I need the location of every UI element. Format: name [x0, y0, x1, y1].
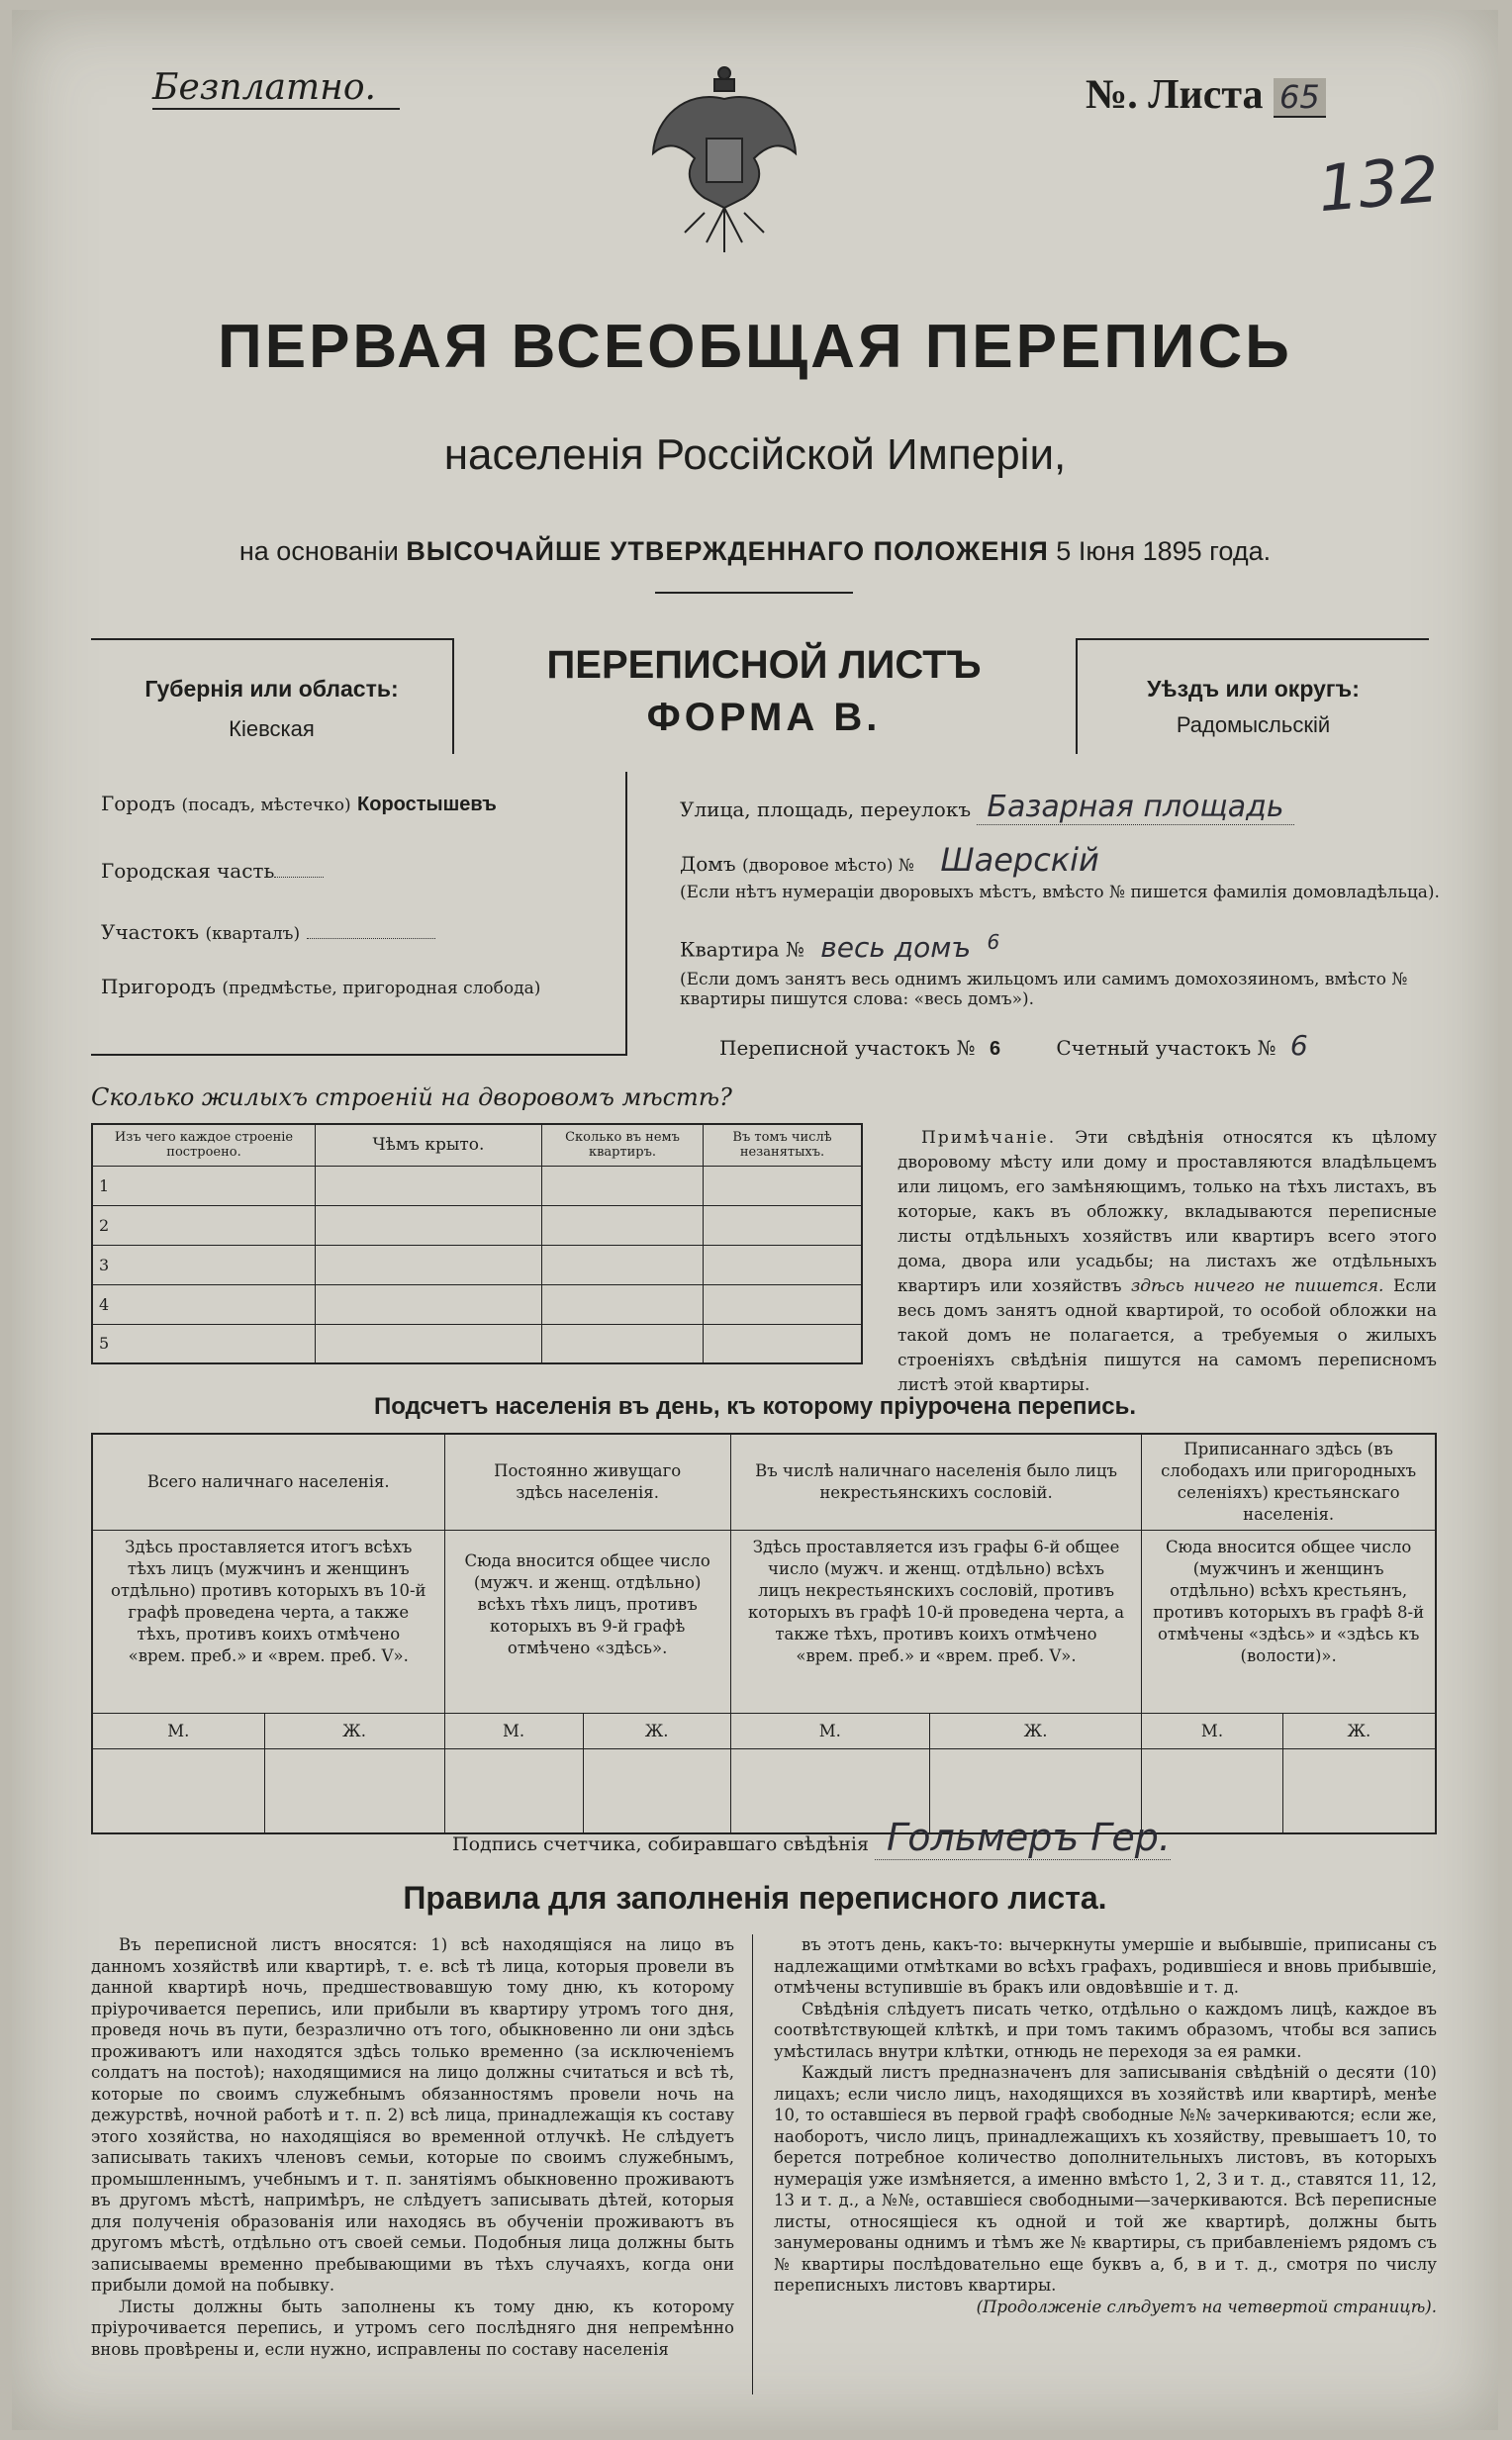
buildings-table: Изъ чего каждое строеніе построено. Чѣмъ крыто. Сколько въ немъ квартиръ. Въ томъ числѣ незанятыхъ. 1 2 3 4 5	[91, 1123, 863, 1364]
street-value: Базарная площадь	[977, 790, 1293, 825]
sheet-number	[1086, 71, 1326, 119]
uezd-value: Радомысльскій	[1176, 712, 1331, 737]
divider	[655, 592, 853, 594]
column-divider	[752, 1934, 753, 2394]
note-block: Примѣчаніе. Эти свѣдѣнія относятся къ цѣлому дворовому мѣсту или дому и проставляются владѣльцемъ или лицомъ, его замѣняющимъ, только на тѣхъ листахъ, въ которые, какъ въ обложку, вкладываются переписные листы отдѣльныхъ хозяйствъ или квартиръ всего этого дома, двора или усадьбы; на листахъ же отдѣльныхъ квартиръ или хозяйствъ здѣсь ничего не пишется. Если весь домъ занятъ одной квартирой, то особой обложки на такой домъ не полагается, а требуемыя о жилыхъ строеніяхъ свѣдѣнія пишутся на самомъ переписномъ листѣ этой квартиры.	[898, 1128, 1438, 1395]
count-table: Всего наличнаго населенія. Постоянно живущаго здѣсь населенія. Въ числѣ наличнаго населенія было лицъ некрестьянскихъ сословій. Приписаннаго здѣсь (въ слободахъ или пригородныхъ селеніяхъ) крестьянскаго населенія. Здѣсь проставляется итогъ всѣхъ тѣхъ лицъ (мужчинъ и женщинъ отдѣльно) противъ которыхъ въ 10-й графѣ проведена черта, а также тѣхъ, противъ коихъ отмѣчено «врем. преб.» и «врем. преб. V». Сюда вносится общее число (мужч. и женщ. отдѣльно) всѣхъ тѣхъ лицъ, противъ которыхъ въ 9-й графѣ отмѣчено «здѣсь». Здѣсь проставляется изъ графы 6-й общее число (мужч. и женщ. отдѣльно) всѣхъ лицъ некрестьянскихъ сословій, противъ которыхъ въ графѣ 10-й проведена черта, а также тѣхъ, противъ коихъ отмѣчено «врем. преб.» и «врем. преб. V». Сюда вносится общее число (мужчинъ и женщинъ отдѣльно) всѣхъ крестьянъ, противъ которыхъ въ графѣ 8-й отмѣчены «здѣсь» и «здѣсь къ (волости)». М. Ж. М. Ж. М. Ж. М. Ж.	[91, 1433, 1437, 1834]
sheet-number-value: 65	[1274, 78, 1326, 118]
uezd-box	[1076, 638, 1429, 754]
signature-line: Подпись счетчика, собиравшаго свѣдѣнія Гольмеръ Гер.	[452, 1816, 1171, 1859]
signature-value: Гольмеръ Гер.	[875, 1816, 1171, 1860]
census-basis: на основаніи ВЫСОЧАЙШЕ УТВЕРЖДЕННАГО ПОЛОЖЕНІЯ 5 Іюня 1895 года.	[238, 536, 1272, 566]
buildings-question: Сколько жилыхъ строеній на дворовомъ мѣстѣ?	[91, 1083, 732, 1111]
sheet-number-label: №. Листа	[1086, 72, 1264, 118]
address-right: Улица, площадь, переулокъ Базарная площадь Домъ (дворовое мѣсто) № Шаерскій (Если нѣтъ нумераціи дворовыхъ мѣстъ, вмѣсто № пишется фамилія домовладѣльца). Квартира № весь домъ $^6$ (Если домъ занятъ весь однимъ жильцомъ или самимъ домохозяиномъ, вмѣсто № квартиры пишутся слова: «весь домъ»). Переписной участокъ № 6 Счетный участокъ № 6	[680, 790, 1440, 1062]
count-area-value: 6	[1289, 1029, 1308, 1062]
census-subtitle: населенія Россійской Имперіи,	[443, 430, 1067, 479]
gubernia-label: Губернія или область:	[144, 676, 399, 702]
census-title: ПЕРВАЯ ВСЕОБЩАЯ ПЕРЕПИСЬ	[218, 313, 1292, 381]
emblem-icon	[645, 59, 803, 267]
rules-left-column: Въ переписной листъ вносятся: 1) всѣ находящіяся на лицо въ данномъ хозяйствѣ или квартирѣ, т. е. всѣ тѣ лица, которыя провели въ данной квартирѣ ночь, предшествовавшую тому дню, къ которому пріурочивается перепись, или прибыли въ квартиру утромъ того дня, проведя ночь въ пути, безразлично отъ того, обыкновенно ли они здѣсь проживаютъ или находятся здѣсь только временно (за исключеніемъ солдатъ на постоѣ); находящимися на лицо должны считаться и всѣ тѣ, которые по своимъ служебнымъ обязанностямъ провели ночь на дежурствѣ, ночной работѣ и т. п. 2) всѣ лица, принадлежащія къ составу этого хозяйства, но находящіяся во временной отлучкѣ. Не слѣдуетъ записывать такихъ членовъ семьи, которые по своимъ служебнымъ, промышленнымъ, учебнымъ и т. п. занятіямъ обыкновенно проживаютъ въ другомъ мѣстѣ, напримѣръ, не слѣдуетъ записывать дѣтей, которыя для полученія образованія или находясь въ обученіи проживаютъ въ другомъ мѣстѣ, отдѣльно отъ своей семьи. Подобныя лица должны быть записываемы временно пребывающими въ тѣхъ случаяхъ, когда они прибыли домой на побывку. Листы должны быть заполнены къ тому дню, къ которому пріурочивается перепись, и утромъ сего послѣдняго дня непремѣнно вновь провѣрены и, если нужно, исправлены по составу населенія	[91, 1935, 734, 2359]
count-title: Подсчетъ населенія въ день, къ которому пріурочена перепись.	[374, 1393, 1136, 1420]
uezd-label: Уѣздъ или округъ:	[1147, 676, 1360, 702]
rules-right-column: въ этотъ день, какъ-то: вычеркнуты умершіе и выбывшіе, приписаны съ надлежащими отмѣтками во всѣхъ графахъ, родившіеся и вновь прибывшіе, отмѣчены вступившіе въ бракъ или овдовѣвшіе и т. д. Свѣдѣнія слѣдуетъ писать четко, отдѣльно о каждомъ лицѣ, каждое въ соотвѣтствующей клѣткѣ, и при томъ такимъ образомъ, чтобы вся запись умѣстилась внутри клѣтки, отнюдь не переходя за ея рамки. Каждый листъ предназначенъ для записыванія свѣдѣній о десяти (10) лицахъ; если число лицъ, находящихся въ хозяйствѣ или квартирѣ, менѣе 10, то оставшіеся въ первой графѣ свободные №№ зачеркиваются; если же, наоборотъ, число лицъ, принадлежащихъ къ хозяйству, превышаетъ 10, то берется потребное количество дополнительныхъ листовъ, въ которыхъ нумерація уже измѣняется, а именно вмѣсто 1, 2, 3 и т. д., ставятся 11, 12, 13 и т. д., а №№, оставшіеся свободными—зачеркиваются. Всѣ переписные листы, относящіеся къ одной и той же квартирѣ, должны быть занумерованы однимъ и тѣмъ же № квартиры, съ прибавленіемъ рядомъ съ № квартиры послѣдовательно еще буквъ а, б, в и т. д., смотря по числу переписныхъ листовъ квартиры. (Продолженіе слѣдуетъ на четвертой страницѣ).	[774, 1935, 1437, 2316]
form-title: ПЕРЕПИСНОЙ ЛИСТЪ ФОРМА В.	[546, 643, 982, 739]
gubernia-box	[91, 638, 454, 754]
free-label: Безплатно.	[152, 67, 400, 110]
gubernia-value: Кіевская	[229, 716, 315, 741]
city-value: Коростышевъ	[357, 794, 497, 815]
rules-title: Правила для заполненія переписного листа.	[403, 1880, 1107, 1916]
apartment-value: весь домъ	[820, 930, 972, 964]
census-area-value: 6	[989, 1038, 1001, 1060]
house-value: Шаерскій	[940, 841, 1099, 879]
address-left: Городъ (посадъ, мѣстечко) Коростышевъ Городская часть Участокъ (кварталъ) Пригородъ (предмѣстье, пригородная слобода)	[91, 772, 627, 1056]
census-page	[12, 10, 1498, 2430]
handwritten-number: 132	[1315, 142, 1443, 228]
